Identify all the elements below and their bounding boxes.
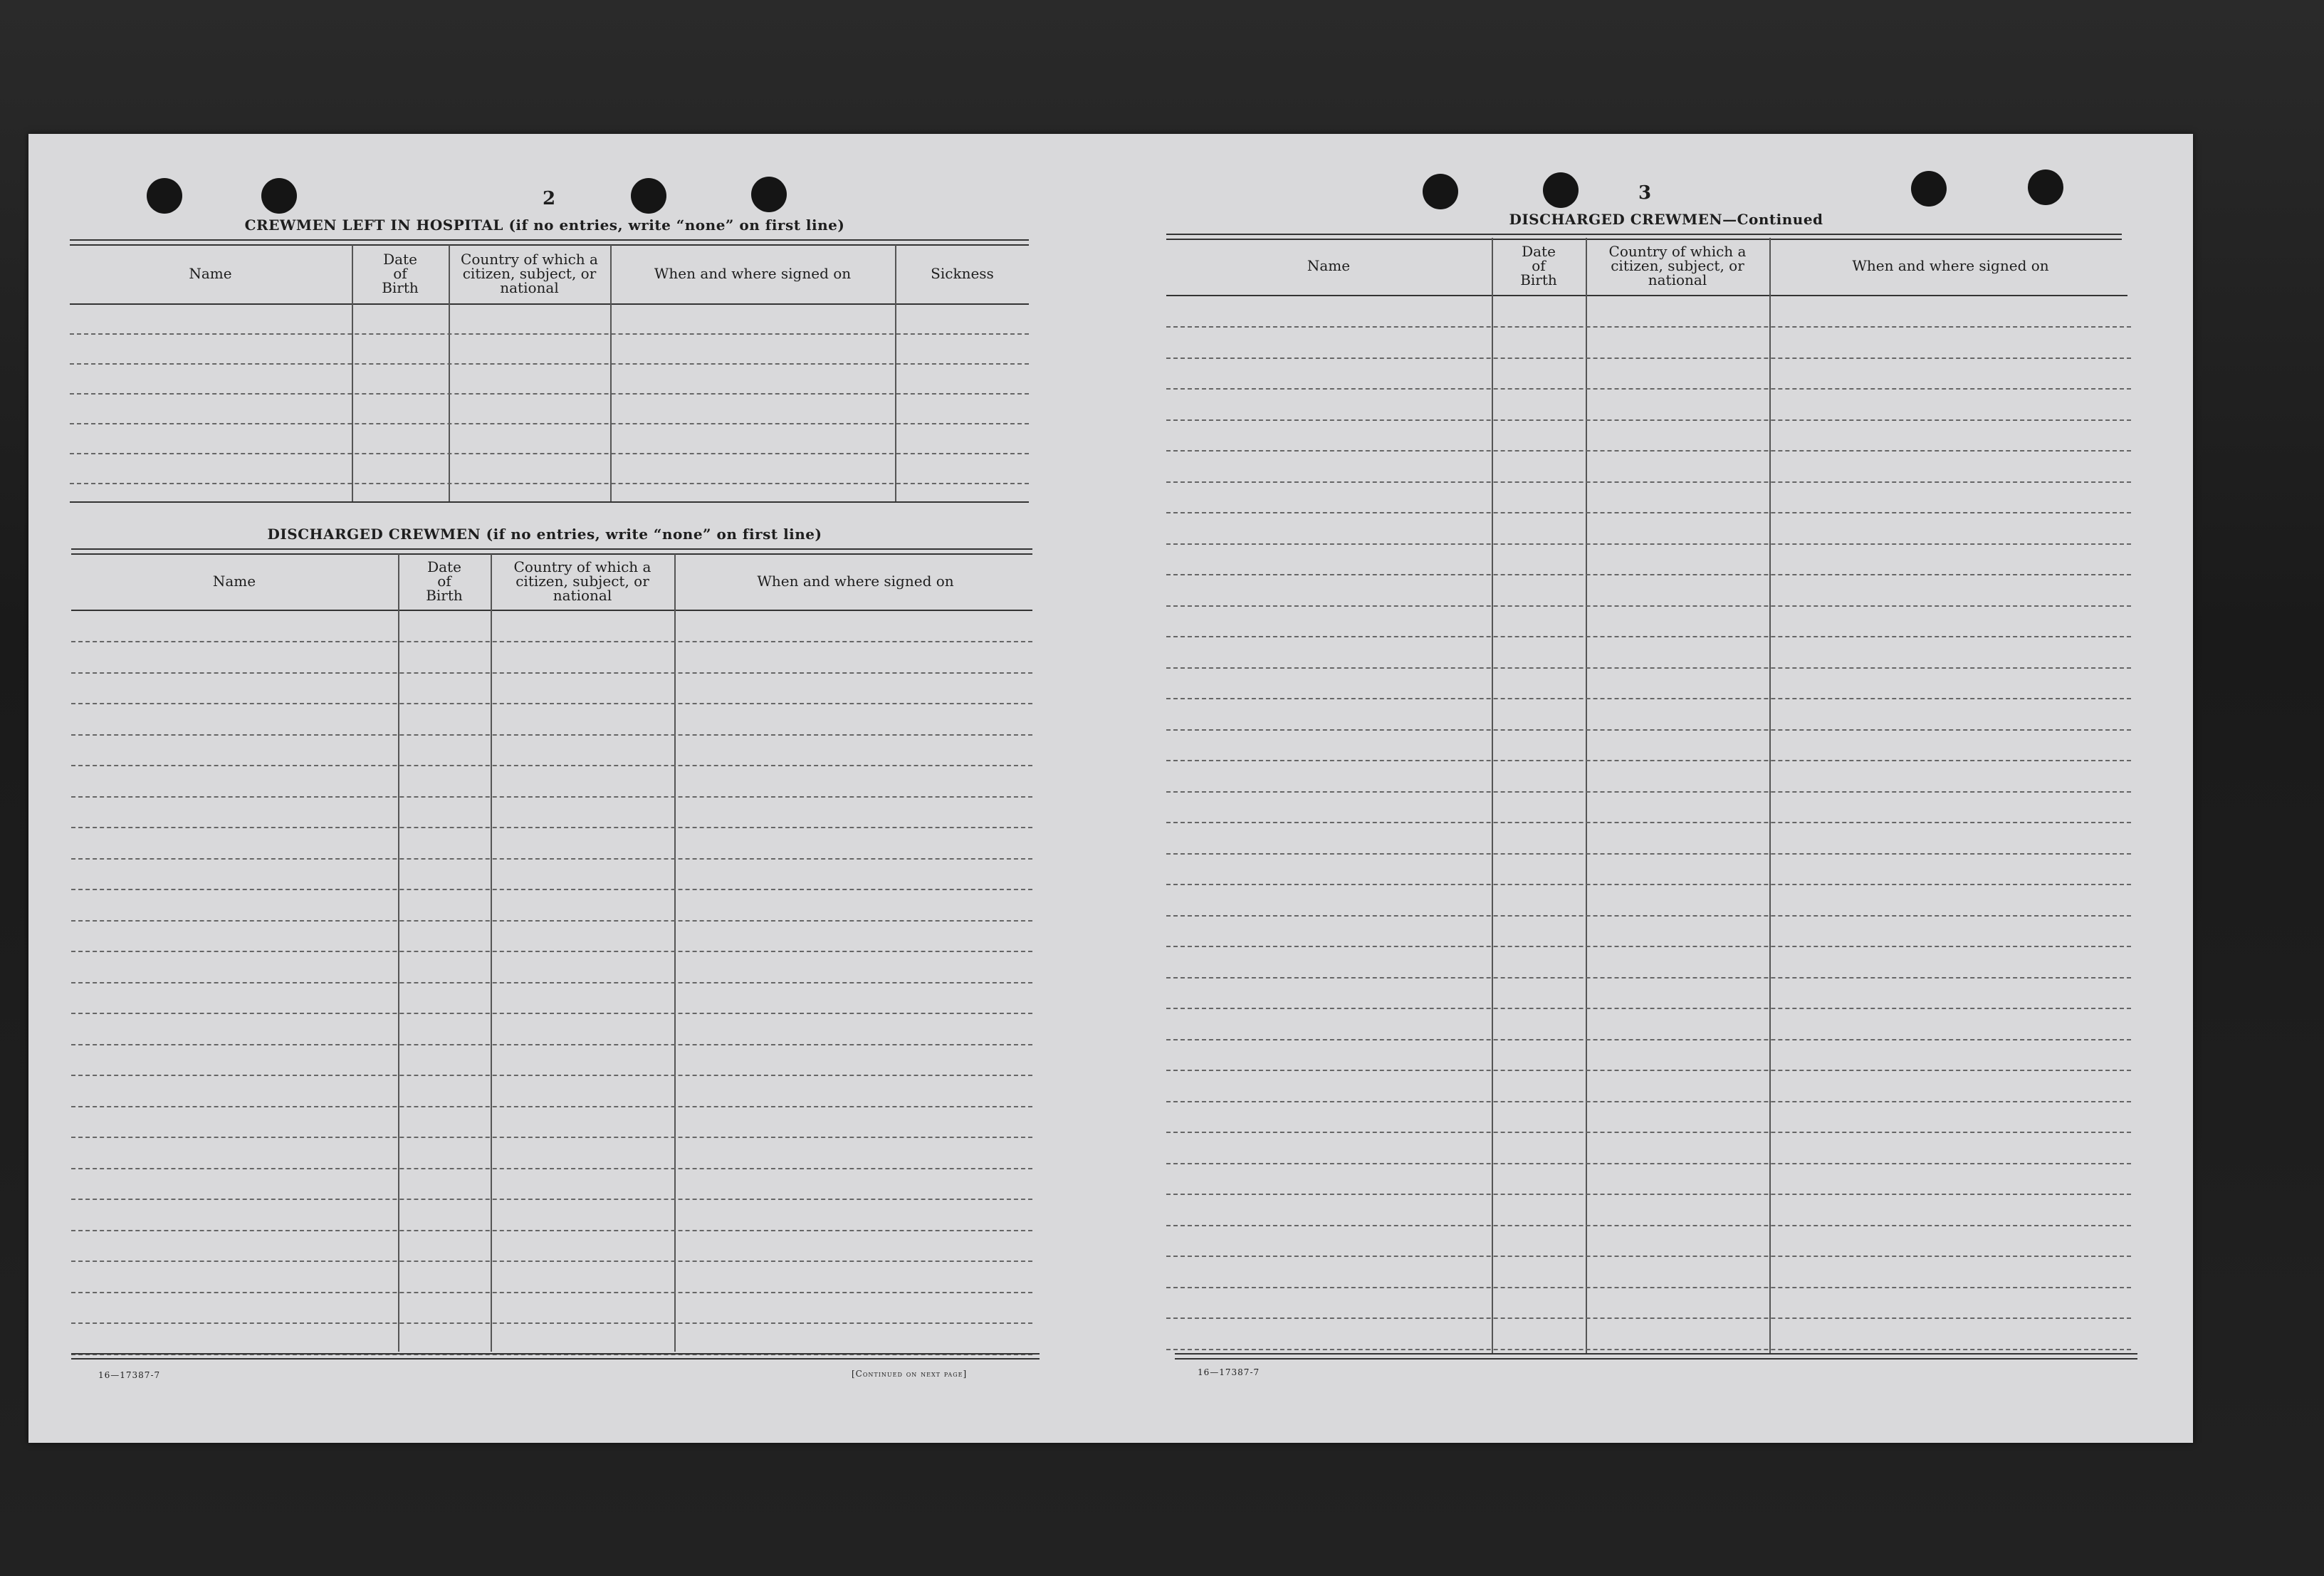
entry-row <box>1166 388 2131 390</box>
continued-col-country-line1: Country of which a <box>1608 243 1747 260</box>
entry-row <box>71 920 1032 922</box>
hospital-col-country-line2: citizen, subject, or <box>462 265 597 282</box>
punch-hole-icon <box>2028 169 2063 205</box>
entry-row <box>1166 791 2131 793</box>
discharged-col-dob-line3: Birth <box>426 587 463 604</box>
discharged-title-text: DISCHARGED CREWMEN <box>267 526 481 543</box>
hospital-col-name: Name <box>189 265 232 282</box>
punch-hole-icon <box>261 178 297 214</box>
hospital-col-signed: When and where signed on <box>654 265 852 282</box>
discharged-col-signed: When and where signed on <box>757 573 954 590</box>
entry-row <box>1166 1163 2131 1164</box>
entry-row <box>1166 760 2131 761</box>
hospital-col-dob-line2: of <box>393 265 407 282</box>
hospital-entry-row <box>70 453 1029 454</box>
entry-row <box>71 703 1032 704</box>
entry-row <box>71 1322 1032 1324</box>
hospital-header-rule <box>70 303 1029 305</box>
hospital-col-country-line3: national <box>500 279 559 296</box>
continued-table <box>1166 238 2132 1356</box>
hospital-bottom-rule <box>70 501 1029 503</box>
hospital-title-text: CREWMEN LEFT IN HOSPITAL <box>244 216 503 234</box>
continued-note: [Continued on next page] <box>852 1369 968 1379</box>
form-number-left: 16—17387-7 <box>98 1370 161 1380</box>
hospital-entry-row <box>70 363 1029 365</box>
punch-hole-icon <box>631 178 666 214</box>
punch-hole-icon <box>1423 174 1458 209</box>
entry-row <box>1166 1349 2131 1350</box>
discharged-header-rule <box>71 610 1032 611</box>
entry-row <box>71 1106 1032 1107</box>
entry-row <box>1166 605 2131 607</box>
entry-row <box>71 1075 1032 1076</box>
entry-row <box>1166 358 2131 359</box>
discharged-col-country <box>491 554 674 608</box>
continued-col-signed: When and where signed on <box>1852 257 2049 274</box>
entry-row <box>1166 1008 2131 1009</box>
left-bottom-rule <box>71 1353 1040 1360</box>
entry-row <box>1166 543 2131 545</box>
continued-header-rule <box>1166 295 2127 296</box>
punch-hole-icon <box>1911 171 1947 207</box>
entry-row <box>1166 481 2131 483</box>
entry-row <box>71 951 1032 952</box>
entry-row <box>71 796 1032 798</box>
entry-row <box>1166 1256 2131 1257</box>
discharged-col-country-line1: Country of which a <box>513 558 651 575</box>
entry-row <box>1166 884 2131 885</box>
entry-row <box>71 672 1032 674</box>
entry-row <box>1166 667 2131 669</box>
hospital-col-dob <box>352 245 448 302</box>
hospital-section-title <box>100 216 990 234</box>
hospital-table <box>70 245 1029 503</box>
entry-row <box>1166 574 2131 575</box>
continued-col-divider <box>1492 238 1493 1355</box>
hospital-col-dob-line1: Date <box>383 251 417 268</box>
continued-col-dob-line1: Date <box>1522 243 1556 260</box>
entry-row <box>71 765 1032 766</box>
entry-row <box>71 1044 1032 1045</box>
hospital-entry-row <box>70 423 1029 424</box>
entry-row <box>71 1168 1032 1169</box>
hospital-col-divider <box>895 245 896 503</box>
entry-row <box>1166 1039 2131 1040</box>
discharged-title-note: (if no entries, write “none” on first line) <box>486 526 822 543</box>
discharged-col-divider <box>491 554 492 1352</box>
continued-col-dob <box>1492 238 1585 293</box>
continued-col-country-line2: citizen, subject, or <box>1611 257 1744 274</box>
discharged-col-divider <box>674 554 676 1352</box>
hospital-title-note: (if no entries, write “none” on first line) <box>508 216 845 234</box>
hospital-col-divider <box>610 245 612 503</box>
entry-row <box>1166 450 2131 452</box>
entry-row <box>71 858 1032 860</box>
entry-row <box>1166 1132 2131 1133</box>
punch-hole-icon <box>147 178 182 214</box>
continued-col-country-line3: national <box>1648 271 1707 288</box>
punch-hole-icon <box>751 177 787 212</box>
hospital-col-country <box>449 245 609 302</box>
hospital-col-country-line1: Country of which a <box>461 251 598 268</box>
page-number-left: 2 <box>542 188 556 209</box>
entry-row <box>71 1199 1032 1200</box>
hospital-col-sickness: Sickness <box>931 265 994 282</box>
discharged-col-country-line2: citizen, subject, or <box>515 573 649 590</box>
punch-hole-icon <box>1543 172 1579 208</box>
form-number-right: 16—17387-7 <box>1198 1367 1260 1377</box>
entry-row <box>1166 1287 2131 1288</box>
hospital-col-divider <box>352 245 353 503</box>
continued-col-divider <box>1586 238 1587 1355</box>
discharged-col-country-line3: national <box>553 587 612 604</box>
entry-row <box>1166 977 2131 979</box>
entry-row <box>1166 419 2131 421</box>
entry-row <box>71 1137 1032 1138</box>
entry-row <box>71 889 1032 890</box>
page-number-right: 3 <box>1638 182 1652 204</box>
discharged-section-title <box>100 526 990 543</box>
entry-row <box>1166 1225 2131 1226</box>
entry-row <box>1166 636 2131 637</box>
entry-row <box>1166 853 2131 855</box>
continued-col-dob-line3: Birth <box>1520 271 1557 288</box>
entry-row <box>1166 822 2131 823</box>
entry-row <box>71 1230 1032 1231</box>
discharged-col-dob <box>399 554 490 608</box>
discharged-col-name: Name <box>212 573 256 590</box>
hospital-entry-row <box>70 333 1029 335</box>
discharged-col-divider <box>398 554 399 1352</box>
entry-row <box>71 827 1032 828</box>
discharged-col-dob-line2: of <box>437 573 451 590</box>
entry-row <box>1166 1101 2131 1102</box>
entry-row <box>71 641 1032 642</box>
hospital-col-divider <box>449 245 450 503</box>
document-spread <box>28 134 2193 1443</box>
hospital-entry-row <box>70 393 1029 395</box>
entry-row <box>71 1013 1032 1014</box>
entry-row <box>1166 326 2131 328</box>
entry-row <box>1166 1317 2131 1319</box>
entry-row <box>1166 1194 2131 1195</box>
entry-row <box>1166 915 2131 917</box>
entry-row <box>71 982 1032 983</box>
continued-col-divider <box>1769 238 1771 1355</box>
discharged-table <box>71 554 1036 1352</box>
discharged-col-dob-line1: Date <box>427 558 461 575</box>
entry-row <box>1166 698 2131 699</box>
continued-col-name: Name <box>1307 257 1351 274</box>
continued-section-title: DISCHARGED CREWMEN—Continued <box>1509 211 1823 228</box>
continued-col-country <box>1586 238 1769 293</box>
entry-row <box>71 1292 1032 1293</box>
continued-col-dob-line2: of <box>1532 257 1546 274</box>
entry-row <box>71 734 1032 736</box>
right-bottom-rule <box>1175 1353 2137 1360</box>
hospital-entry-row <box>70 483 1029 484</box>
hospital-col-dob-line3: Birth <box>382 279 419 296</box>
entry-row <box>1166 1070 2131 1071</box>
entry-row <box>71 1261 1032 1262</box>
entry-row <box>1166 512 2131 513</box>
entry-row <box>1166 946 2131 947</box>
entry-row <box>1166 729 2131 731</box>
